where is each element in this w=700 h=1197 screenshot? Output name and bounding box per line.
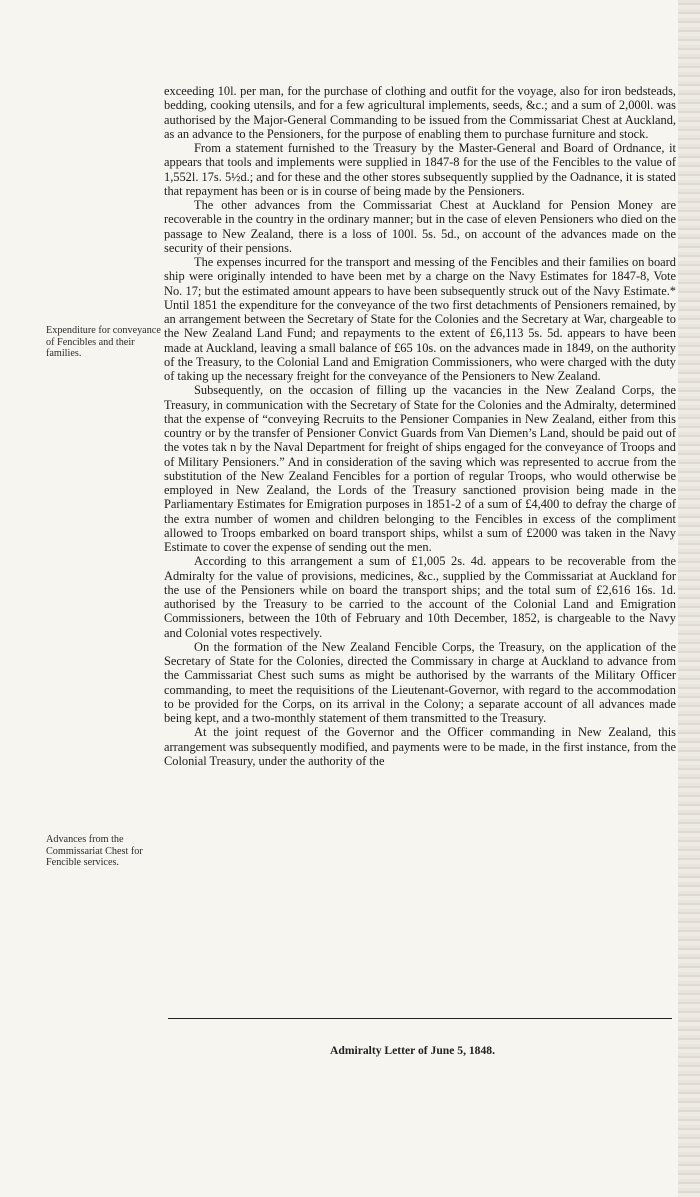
footnote-rule bbox=[168, 1018, 672, 1019]
paragraph-continued: exceeding 10l. per man, for the purchase of clothing and outfit for the voyage, also for iron bedsteads, bedding, cooking utensils, and for a few agricultural implements, seeds, &c.; and a sum of 2,000l. was authorised by the Major-General Commanding to be issued from the Commissariat Chest at Auckland, as an advance to the Pensioners, for the purpose of enabling them to purchase furniture and stock. bbox=[164, 84, 676, 141]
paragraph-formation: On the formation of the New Zealand Fencible Corps, the Treasury, on the application of the Secretary of State for the Colonies, directed the Commissary in charge at Auckland to advance from the Cammissariat Chest such sums as might be authorised by the warrants of the Military Officer commanding, to meet the requisitions of the Lieutenant-Governor, with regard to the accommodation to be provided for the Corps, on its arrival in the Colony; a separate account of all advances made being kept, and a two-monthly statement of them transmitted to the Treasury. bbox=[164, 639, 676, 725]
margin-note-advances: Advances from the Commissariat Chest for Fencible services. bbox=[46, 834, 143, 869]
paragraph-transport-expenses: The expenses incurred for the transport and messing of the Fencibles and their families on board ship were originally intended to have been met by a charge on the Navy Estimates for 1847-8, Vote No. 17; but the estimated amount appears to have been subsequently struck out of the Navy Estimate.* Until 1851 the expenditure for the conveyance of the two first detachments of Pensioners remained, by an arrangement between the Secretary of State for the Colonies and the Secretary at War, chargeable to the New Zealand Land Fund; and repayments to the extent of £6,113 5s. 5d. appears to have been made at Auckland, leaving a small balance of £65 10s. on the advances made in 1849, on the authority of the Treasury, to the Colonial Land and Emigration Commissioners, who were charged with the duty of taking up the necessary freight for the conveyance of the Pensioners to New Zealand. bbox=[164, 255, 676, 383]
page-edge-binding bbox=[678, 0, 700, 1197]
footnote: Admiralty Letter of June 5, 1848. bbox=[330, 1044, 495, 1057]
paragraph-pension-money: The other advances from the Commissariat Chest at Auckland for Pension Money are recoverable in the country in the ordinary manner; but in the case of eleven Pensioners who died on the passage to New Zealand, there is a loss of 100l. 5s. 5d., on account of the advances made on the security of their pensions. bbox=[164, 198, 676, 255]
margin-note-expenditure: Expenditure for conveyance of Fencibles and their families. bbox=[46, 325, 161, 360]
paragraph-ordnance: From a statement furnished to the Treasury by the Master-General and Board of Ordnance, it appears that tools and implements were supplied in 1847-8 for the use of the Fencibles to the value of 1,552l. 17s. 5½d.; and for these and the other stores subsequently supplied by the Oadnance, it is stated that repayment has been or is in course of being made by the Pensioners. bbox=[164, 141, 676, 198]
body-text bbox=[164, 84, 676, 768]
paragraph-recruits: Subsequently, on the occasion of filling up the vacancies in the New Zealand Corps, the Treasury, in communication with the Secretary of State for the Colonies and the Admiralty, determined that the expense of “conveying Recruits to the Pensioner Companies in New Zealand, either from this country or by the transfer of Pensioner Convict Guards from Van Diemen’s Land, should be paid out of the votes tak n by the Naval Department for freight of ships engaged for the conveyance of Troops and of Military Pensioners.” And in consideration of the saving which was represented to accrue from the substitution of the New Zealand Fencibles for a portion of regular Troops, who would otherwise be employed in New Zealand, the Lords of the Treasury sanctioned provision being made in the Parliamentary Estimates for Emigration purposes in 1851-2 of a sum of £4,400 to defray the charge of the extra number of women and children belonging to the Fencibles in excess of the compliment allowed to Troops embarked on board transport ships, whilst a sum of £2000 was taken in the Navy Estimate to cover the expense of sending out the men. bbox=[164, 383, 676, 554]
paragraph-arrangement: According to this arrangement a sum of £1,005 2s. 4d. appears to be recoverable from the Admiralty for the value of provisions, medicines, &c., supplied by the Commissariat at Auckland for the use of the Pensioners while on board the transport ships; and the total sum of £2,616 16s. 1d. authorised by the Treasury to be carried to the account of the Colonial Land and Emigration Commissioners, between the 10th of February and 10th December, 1852, is chargeable to the Navy and Colonial votes respectively. bbox=[164, 554, 676, 640]
paragraph-joint-request: At the joint request of the Governor and the Officer commanding in New Zealand, this arrangement was subsequently modified, and payments were to be made, in the first instance, from the Colonial Treasury, under the authority of the bbox=[164, 725, 676, 768]
